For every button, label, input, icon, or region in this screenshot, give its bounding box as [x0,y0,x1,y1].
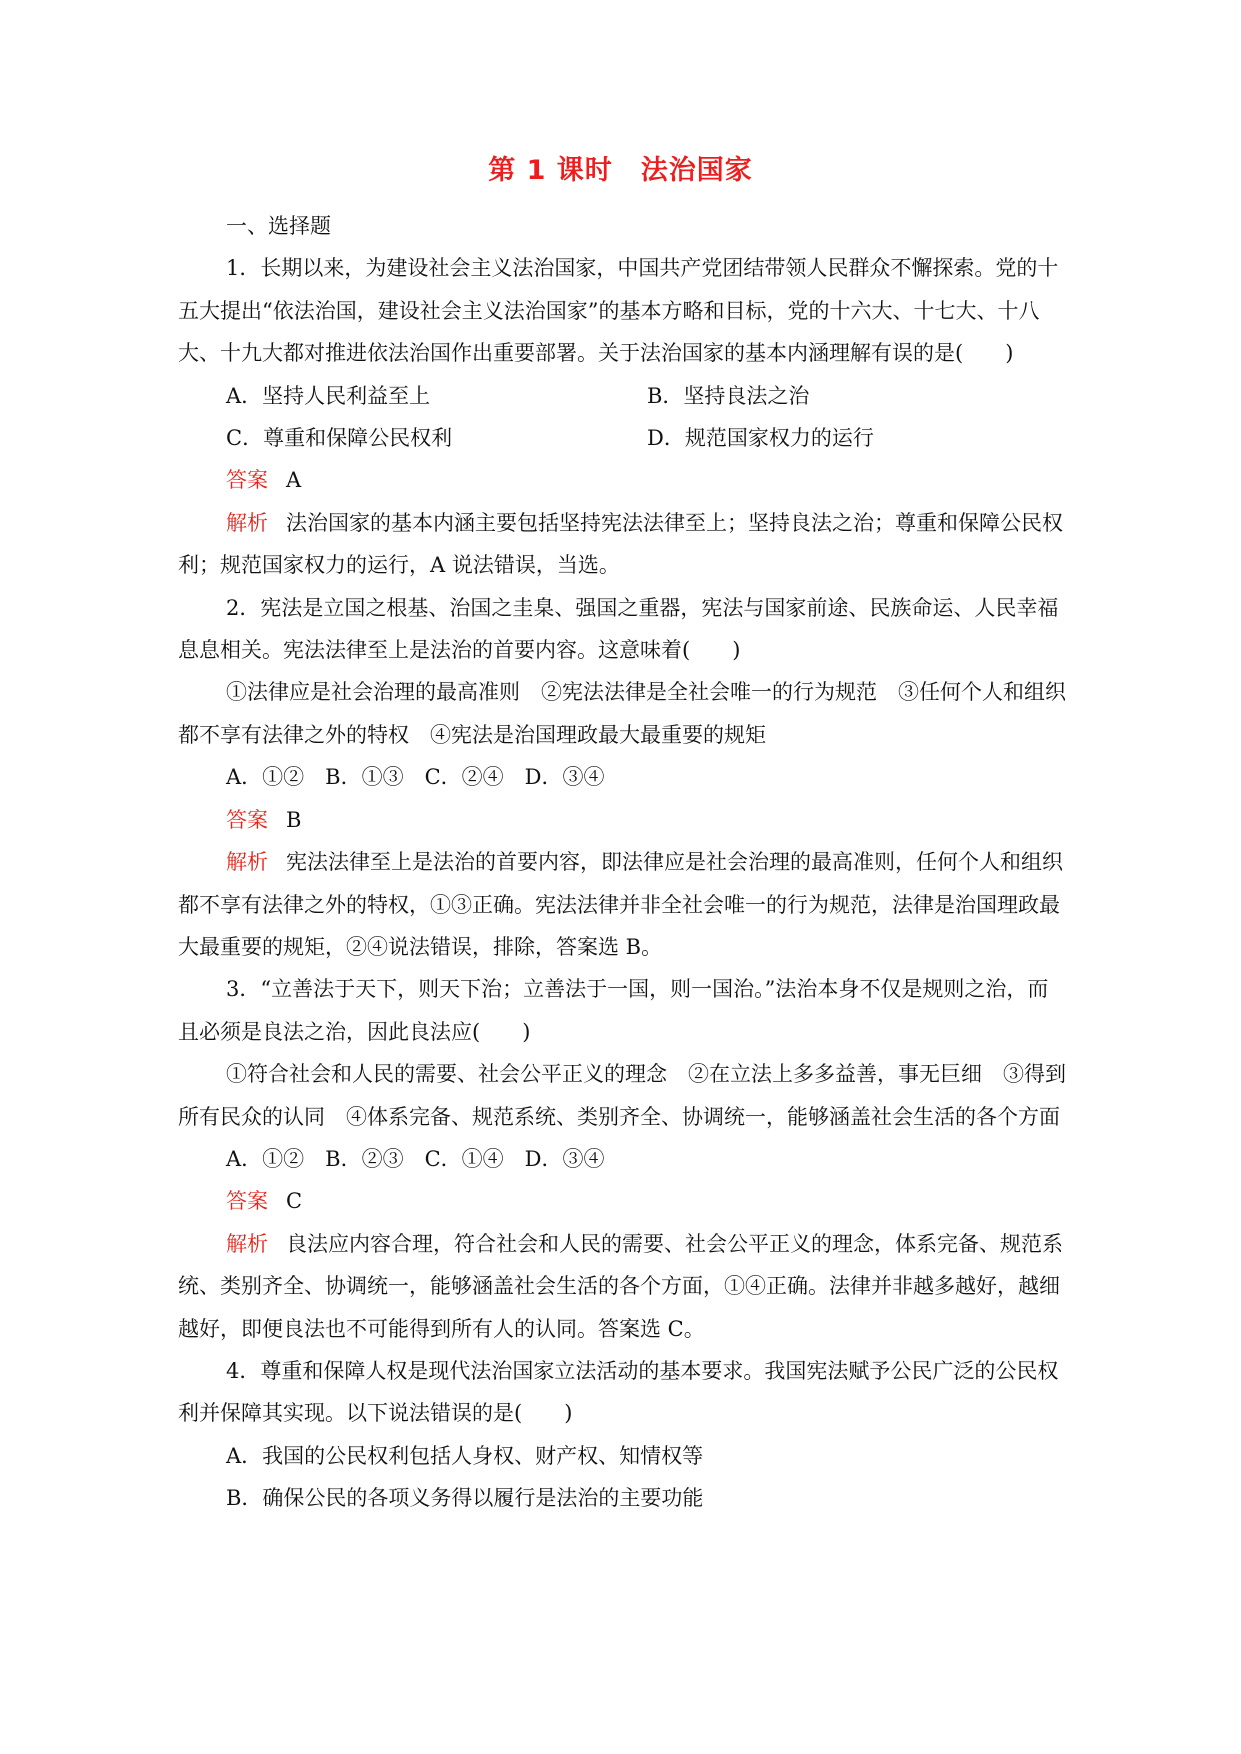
answer-label: 答案 [226,468,268,493]
analysis-text: 良法应内容合理，符合社会和人民的需要、社会公平正义的理念，体系完备、规范系统、类别齐全、协调统一，能够涵盖社会生活的各个方面，①④正确。法律并非越多越好，越细越好，即便良法也不可能得到所有人的认同。答案选 C。 [178,1231,1063,1341]
answer-label: 答案 [226,807,268,832]
page-title: 第 1 课时 法治国家 [488,155,753,186]
question-1-options-row-2 [178,417,1068,459]
question-2-items: ①法律应是社会治理的最高准则 ②宪法法律是全社会唯一的行为规范 ③任何个人和组织都不享有法律之外的特权 ④宪法是治国理政最大最重要的规矩 [178,680,1066,747]
analysis-label: 解析 [226,850,268,875]
analysis-label: 解析 [226,510,268,535]
question-1-option-a: A．坚持人民利益至上 [226,383,431,408]
analysis-label: 解析 [226,1231,268,1256]
analysis-text: 宪法法律至上是法治的首要内容，即法律应是社会治理的最高准则，任何个人和组织都不享有法律之外的特权，①③正确。宪法法律并非全社会唯一的行为规范，法律是治国理政最大最重要的规矩，②④说法错误，排除，答案选 B。 [178,850,1063,959]
question-1-option-c: C．尊重和保障公民权利 [226,426,453,451]
question-3-answer [178,1180,1068,1222]
question-1-answer [178,459,1068,501]
answer-value: A [286,468,302,493]
question-2-stem: 2．宪法是立国之根基、治国之圭臬、强国之重器，宪法与国家前途、民族命运、人民幸福息息相关。宪法法律至上是法治的首要内容。这意味着( ) [178,595,1059,663]
question-3-items: ①符合社会和人民的需要、社会公平正义的理念 ②在立法上多多益善，事无巨细 ③得到所有民众的认同 ④体系完备、规范系统、类别齐全、协调统一，能够涵盖社会生活的各个方面 [178,1062,1066,1129]
question-3-options: A．①② B．②③ C．①④ D．③④ [226,1146,605,1171]
question-1-options-row-1 [178,375,1068,417]
analysis-text: 法治国家的基本内涵主要包括坚持宪法法律至上；坚持良法之治；尊重和保障公民权利；规范国家权力的运行，A 说法错误，当选。 [178,510,1063,578]
question-4-stem: 4．尊重和保障人权是现代法治国家立法活动的基本要求。我国宪法赋予公民广泛的公民权利并保障其实现。以下说法错误的是( ) [178,1358,1059,1426]
question-4-option-b: B．确保公民的各项义务得以履行是法治的主要功能 [226,1486,704,1511]
answer-label: 答案 [226,1189,268,1214]
exercise-content [178,205,1068,1520]
question-4-option-a: A．我国的公民权利包括人身权、财产权、知情权等 [226,1443,704,1468]
question-2-analysis [178,841,1068,968]
question-2-answer [178,799,1068,841]
question-1-option-b: B．坚持良法之治 [647,383,810,408]
section-heading: 一、选择题 [226,214,331,238]
question-3-analysis [178,1223,1068,1350]
answer-value: B [286,807,302,832]
question-1-stem: 1．长期以来，为建设社会主义法治国家，中国共产党团结带领人民群众不懈探索。党的十五大提出“依法治国，建设社会主义法治国家”的基本方略和目标，党的十六大、十七大、十八大、十九大都对推进依法治国作出重要部署。关于法治国家的基本内涵理解有误的是( ) [178,256,1059,366]
question-1-option-d: D．规范国家权力的运行 [647,426,874,451]
answer-value: C [286,1189,303,1214]
question-2-options: A．①② B．①③ C．②④ D．③④ [226,765,605,790]
question-1-analysis [178,502,1068,587]
question-3-stem: 3．“立善法于天下，则天下治；立善法于一国，则一国治。”法治本身不仅是规则之治，而且必须是良法之治，因此良法应( ) [178,977,1049,1044]
